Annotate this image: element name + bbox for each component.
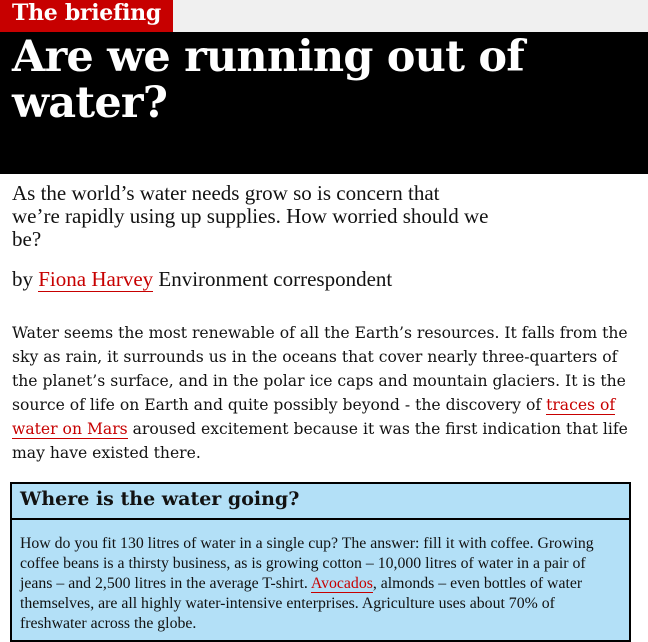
paragraph-text: Water seems the most renewable of all the Earth’s resources. It falls from the sky as rain, it surrounds us in the oceans that cover nearly three-quarters of the planet’s surface, and in the polar ice caps and mountain glaciers. It is the source of life on Earth and quite possibly beyond - the discovery of xyxy=(12,324,628,414)
paragraph-text-end: aroused excitement because it was the first indication that life may have existed there. xyxy=(12,420,628,462)
article-paragraph xyxy=(12,321,636,465)
mars-water-link[interactable]: traces of water on Mars xyxy=(12,396,616,438)
avocados-link[interactable]: Avocados xyxy=(310,575,373,592)
info-box-divider xyxy=(12,518,629,520)
byline-role: Environment correspondent xyxy=(153,267,393,291)
standfirst: As the world’s water needs grow so is concern that we’re rapidly using up supplies. How worried should we be? xyxy=(12,181,489,251)
article-headline: Are we running out of water? xyxy=(12,32,524,128)
info-box-text-end: , almonds – even bottles of water themselves, are all highly water-intensive enterprises. Agriculture uses about 70% of freshwater across the globe. xyxy=(20,575,583,632)
info-box xyxy=(10,482,631,642)
author-link[interactable]: Fiona Harvey xyxy=(38,267,154,291)
info-box-text: How do you fit 130 litres of water in a single cup? The answer: fill it with coffee. Growing coffee beans is a thirsty business, as is growing cotton – 10,000 litres of water in a pair of jeans – and 2,500 litres in the average T-shirt. xyxy=(20,535,594,592)
byline-prefix: by xyxy=(12,267,39,291)
byline xyxy=(12,266,392,292)
info-box-title: Where is the water going? xyxy=(20,488,300,510)
info-box-body xyxy=(20,534,620,634)
section-kicker[interactable]: The briefing xyxy=(0,0,173,32)
